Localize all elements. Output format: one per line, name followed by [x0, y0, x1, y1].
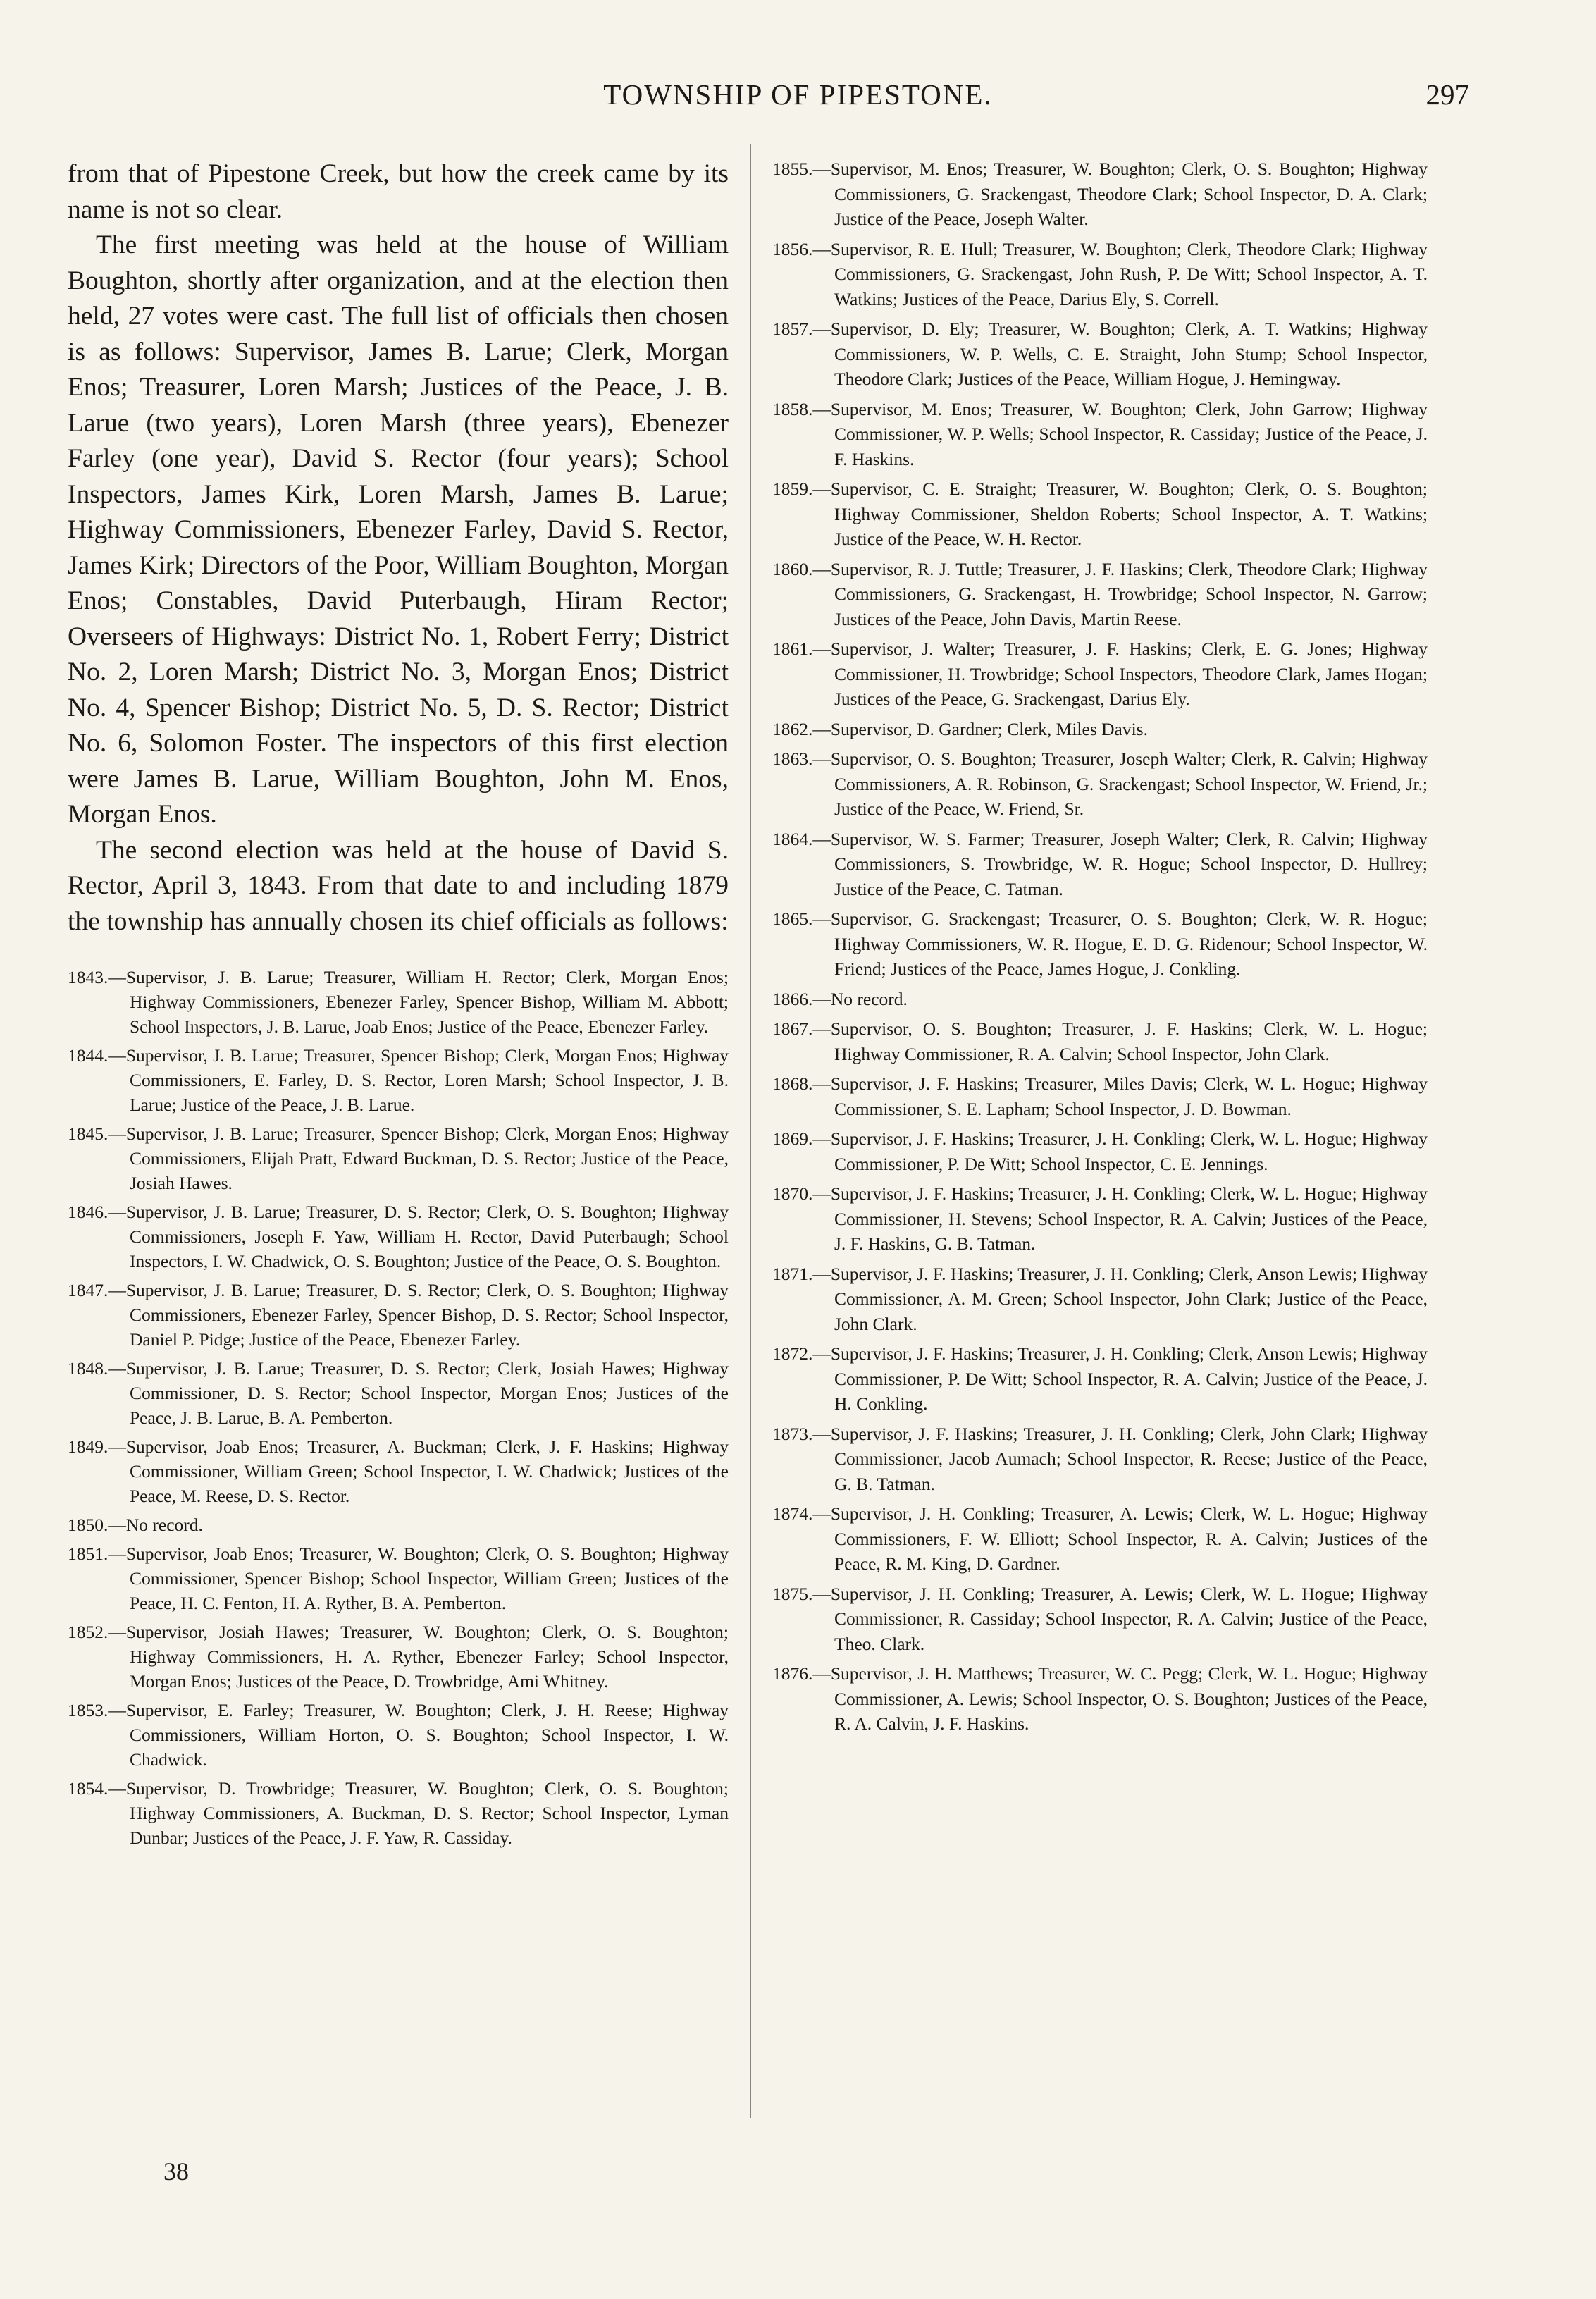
record-entry [772, 316, 1428, 392]
record-entry [68, 1512, 729, 1537]
record-text: —Supervisor, Josiah Hawes; Treasurer, W. Boughton; Clerk, O. S. Boughton; Highway Commissioners, H. A. Ryther, Ebenezer Farley; School Inspector, Morgan Enos; Justices of the Peace, D. Trowbridge, Ami Whitney. [108, 1622, 729, 1691]
record-text: —Supervisor, O. S. Boughton; Treasurer, J. F. Haskins; Clerk, W. L. Hogue; Highway Commissioner, R. A. Calvin; School Inspector, John Clark. [812, 1018, 1428, 1064]
right-column [772, 156, 1428, 1742]
record-year: 1843. [68, 967, 109, 987]
page-header [0, 78, 1596, 120]
record-entry [68, 1698, 729, 1772]
record-text: —Supervisor, J. F. Haskins; Treasurer, J. H. Conkling; Clerk, W. L. Hogue; Highway Commissioner, H. Stevens; School Inspector, R. A. Calvin; Justices of the Peace, J. F. Haskins, G. B. Tatman. [812, 1183, 1428, 1254]
record-entry [68, 965, 729, 1039]
record-year: 1859. [772, 479, 813, 499]
record-year: 1862. [772, 718, 813, 739]
record-year: 1872. [772, 1343, 813, 1364]
record-year: 1868. [772, 1073, 813, 1094]
record-year: 1845. [68, 1123, 109, 1144]
column-divider [750, 144, 751, 2118]
record-entry [772, 1071, 1428, 1121]
record-entry [772, 1501, 1428, 1577]
record-text: —Supervisor, J. B. Larue; Treasurer, D. S. Rector; Clerk, O. S. Boughton; Highway Commissioners, Ebenezer Farley, Spencer Bishop, D. S. Rector; School Inspector, Daniel P. Pidge; Justice of the Peace, Ebenezer Farley. [108, 1280, 729, 1350]
paragraph: The first meeting was held at the house of William Boughton, shortly after organization, and at the election then held, 27 votes were cast. The full list of officials then chosen is as follows: Supervisor, James B. Larue; Clerk, Morgan Enos; Treasurer, Loren Marsh; Justices of the Peace, J. B. Larue (two years), Loren Marsh (three years), Ebenezer Farley (one year), David S. Rector (four years); School Inspectors, James Kirk, Loren Marsh, James B. Larue; Highway Commissioners, Ebenezer Farley, David S. Rector, James Kirk; Directors of the Poor, William Boughton, Morgan Enos; Constables, David Puterbaugh, Hiram Rector; Overseers of Highways: District No. 1, Robert Ferry; District No. 2, Loren Marsh; District No. 3, Morgan Enos; District No. 4, Spencer Bishop; District No. 5, D. S. Rector; District No. 6, Solomon Foster. The inspectors of this first election were James B. Larue, William Boughton, John M. Enos, Morgan Enos. [68, 230, 729, 829]
record-year: 1860. [772, 558, 813, 579]
record-text: —Supervisor, J. F. Haskins; Treasurer, J. H. Conkling; Clerk, Anson Lewis; Highway Commissioner, A. M. Green; School Inspector, John Clark; Justice of the Peace, John Clark. [812, 1263, 1428, 1334]
record-text: —Supervisor, E. Farley; Treasurer, W. Boughton; Clerk, J. H. Reese; Highway Commissioners, William Horton, O. S. Boughton; School Inspector, I. W. Chadwick. [108, 1700, 729, 1770]
record-year: 1856. [772, 238, 813, 259]
record-year: 1870. [772, 1183, 813, 1204]
record-text: —Supervisor, R. E. Hull; Treasurer, W. Boughton; Clerk, Theodore Clark; Highway Commissioners, G. Srackengast, John Rush, P. De Witt; School Inspector, A. T. Watkins; Justices of the Peace, Darius Ely, S. Correll. [812, 238, 1428, 309]
record-text: —Supervisor, G. Srackengast; Treasurer, O. S. Boughton; Clerk, W. R. Hogue; Highway Commissioners, W. R. Hogue, E. D. G. Ridenour; School Inspector, W. Friend; Justices of the Peace, James Hogue, J. Conkling. [812, 908, 1428, 979]
record-year: 1854. [68, 1778, 109, 1799]
record-year: 1844. [68, 1045, 109, 1066]
record-entry [772, 1016, 1428, 1066]
record-year: 1850. [68, 1515, 109, 1535]
record-entry [772, 397, 1428, 472]
paragraph: The second election was held at the house of David S. Rector, April 3, 1843. From that date to and including 1879 the township has annually chosen its chief officials as follows: [68, 835, 729, 936]
record-entry [68, 1541, 729, 1615]
record-text: —Supervisor, D. Ely; Treasurer, W. Boughton; Clerk, A. T. Watkins; Highway Commissioners, W. P. Wells, C. E. Straight, John Stump; School Inspector, Theodore Clark; Justices of the Peace, William Hogue, J. Hemingway. [812, 319, 1428, 389]
record-year: 1864. [772, 828, 813, 849]
record-entry [772, 237, 1428, 312]
record-entry [68, 1278, 729, 1352]
record-entry [772, 827, 1428, 902]
record-entry [772, 1181, 1428, 1257]
officials-record-list [68, 965, 729, 1850]
record-text: —Supervisor, J. F. Haskins; Treasurer, Miles Davis; Clerk, W. L. Hogue; Highway Commissioner, S. E. Lapham; School Inspector, J. D. Bowman. [812, 1073, 1428, 1119]
record-year: 1853. [68, 1700, 109, 1720]
record-entry [68, 1434, 729, 1508]
record-year: 1861. [772, 639, 813, 659]
record-year: 1876. [772, 1663, 813, 1684]
record-entry [772, 717, 1428, 742]
record-entry [772, 746, 1428, 822]
record-year: 1875. [772, 1583, 813, 1604]
record-text: —Supervisor, M. Enos; Treasurer, W. Boughton; Clerk, John Garrow; Highway Commissioner, W. P. Wells; School Inspector, R. Cassiday; Justice of the Peace, J. F. Haskins. [812, 398, 1428, 469]
record-entry [68, 1356, 729, 1430]
record-year: 1855. [772, 159, 813, 179]
record-text: —Supervisor, J. F. Haskins; Treasurer, J. H. Conkling; Clerk, John Clark; Highway Commissioner, Jacob Aumach; School Inspector, R. Reese; Justice of the Peace, G. B. Tatman. [812, 1423, 1428, 1494]
record-text: —Supervisor, J. H. Matthews; Treasurer, W. C. Pegg; Clerk, W. L. Hogue; Highway Commissioner, A. Lewis; School Inspector, O. S. Boughton; Justices of the Peace, R. A. Calvin, J. F. Haskins. [812, 1663, 1428, 1734]
record-text: —Supervisor, J. H. Conkling; Treasurer, A. Lewis; Clerk, W. L. Hogue; Highway Commissioners, F. W. Elliott; School Inspector, R. A. Calvin; Justices of the Peace, R. M. King, D. Gardner. [812, 1503, 1428, 1574]
record-entry [68, 1200, 729, 1274]
running-title: TOWNSHIP OF PIPESTONE. [603, 78, 993, 111]
record-year: 1851. [68, 1543, 109, 1564]
record-year: 1849. [68, 1436, 109, 1457]
record-year: 1866. [772, 988, 813, 1009]
record-text: —Supervisor, M. Enos; Treasurer, W. Boughton; Clerk, O. S. Boughton; Highway Commissioners, G. Srackengast, Theodore Clark; School Inspector, D. A. Clark; Justice of the Peace, Joseph Walter. [812, 159, 1428, 229]
paragraph: from that of Pipestone Creek, but how the creek came by its name is not so clear. [68, 159, 729, 224]
record-year: 1873. [772, 1423, 813, 1444]
record-entry [772, 1422, 1428, 1497]
record-text: —Supervisor, J. B. Larue; Treasurer, D. S. Rector; Clerk, Josiah Hawes; Highway Commissioner, D. S. Rector; School Inspector, Morgan Enos; Justices of the Peace, J. B. Larue, B. A. Pemberton. [108, 1358, 729, 1428]
record-entry [772, 987, 1428, 1012]
record-year: 1867. [772, 1018, 813, 1039]
record-year: 1847. [68, 1280, 109, 1300]
record-text: —Supervisor, Joab Enos; Treasurer, A. Buckman; Clerk, J. F. Haskins; Highway Commissioner, William Green; School Inspector, I. W. Chadwick; Justices of the Peace, M. Reese, D. S. Rector. [108, 1436, 729, 1506]
record-entry [772, 1341, 1428, 1417]
record-year: 1874. [772, 1503, 813, 1524]
signature-mark: 38 [163, 2157, 189, 2186]
record-text: —No record. [812, 988, 908, 1009]
record-text: —Supervisor, J. F. Haskins; Treasurer, J. H. Conkling; Clerk, Anson Lewis; Highway Commissioner, P. De Witt; School Inspector, R. A. Calvin; Justice of the Peace, J. H. Conkling. [812, 1343, 1428, 1414]
record-entry [772, 476, 1428, 552]
record-text: —Supervisor, D. Trowbridge; Treasurer, W. Boughton; Clerk, O. S. Boughton; Highway Commissioners, A. Buckman, D. S. Rector; School Inspector, Lyman Dunbar; Justices of the Peace, J. F. Yaw, R. Cassiday. [108, 1778, 729, 1848]
record-text: —Supervisor, J. Walter; Treasurer, J. F. Haskins; Clerk, E. G. Jones; Highway Commissioner, H. Trowbridge; School Inspectors, Theodore Clark, James Hogan; Justices of the Peace, G. Srackengast, Darius Ely. [812, 639, 1428, 709]
record-entry [772, 557, 1428, 632]
record-year: 1865. [772, 908, 813, 929]
record-text: —Supervisor, J. B. Larue; Treasurer, William H. Rector; Clerk, Morgan Enos; Highway Commissioners, Ebenezer Farley, Spencer Bishop, William M. Abbott; School Inspectors, J. B. Larue, Joab Enos; Justice of the Peace, Ebenezer Farley. [108, 967, 729, 1037]
record-year: 1869. [772, 1128, 813, 1149]
record-entry [772, 1582, 1428, 1657]
record-entry [68, 1043, 729, 1117]
record-text: —Supervisor, J. B. Larue; Treasurer, D. S. Rector; Clerk, O. S. Boughton; Highway Commissioners, Joseph F. Yaw, William H. Rector, David Puterbaugh; School Inspectors, I. W. Chadwick, O. S. Boughton; Justice of the Peace, O. S. Boughton. [108, 1202, 729, 1271]
left-column [68, 156, 729, 1854]
record-text: —Supervisor, Joab Enos; Treasurer, W. Boughton; Clerk, O. S. Boughton; Highway Commissioner, Spencer Bishop; School Inspector, William Green; Justices of the Peace, H. C. Fenton, H. A. Ryther, B. A. Pemberton. [108, 1543, 729, 1613]
record-year: 1852. [68, 1622, 109, 1642]
record-year: 1863. [772, 748, 813, 769]
record-text: —Supervisor, J. B. Larue; Treasurer, Spencer Bishop; Clerk, Morgan Enos; Highway Commissioners, E. Farley, D. S. Rector, Loren Marsh; School Inspector, J. B. Larue; Justice of the Peace, J. B. Larue. [108, 1045, 729, 1115]
record-entry [772, 156, 1428, 232]
record-year: 1846. [68, 1202, 109, 1222]
record-entry [772, 1126, 1428, 1176]
record-year: 1858. [772, 398, 813, 419]
record-entry [68, 1620, 729, 1694]
record-text: —Supervisor, J. B. Larue; Treasurer, Spencer Bishop; Clerk, Morgan Enos; Highway Commissioners, Elijah Pratt, Edward Buckman, D. S. Rector; Justice of the Peace, Josiah Hawes. [108, 1123, 729, 1193]
record-text: —Supervisor, O. S. Boughton; Treasurer, Joseph Walter; Clerk, R. Calvin; Highway Commissioners, A. R. Robinson, G. Srackengast; School Inspector, W. Friend, Jr.; Justice of the Peace, W. Friend, Sr. [812, 748, 1428, 819]
record-text: —Supervisor, J. H. Conkling; Treasurer, A. Lewis; Clerk, W. L. Hogue; Highway Commissioner, R. Cassiday; School Inspector, R. A. Calvin; Justice of the Peace, Theo. Clark. [812, 1583, 1428, 1654]
record-year: 1871. [772, 1263, 813, 1284]
record-text: —Supervisor, R. J. Tuttle; Treasurer, J. F. Haskins; Clerk, Theodore Clark; Highway Commissioners, G. Srackengast, H. Trowbridge; School Inspector, N. Garrow; Justices of the Peace, John Davis, Martin Reese. [812, 558, 1428, 629]
record-entry [772, 1262, 1428, 1337]
record-entry [772, 1661, 1428, 1737]
record-entry [68, 1776, 729, 1850]
record-entry [68, 1121, 729, 1195]
record-text: —Supervisor, C. E. Straight; Treasurer, W. Boughton; Clerk, O. S. Boughton; Highway Commissioner, Sheldon Roberts; School Inspector, A. T. Watkins; Justice of the Peace, W. H. Rector. [812, 479, 1428, 549]
record-text: —Supervisor, W. S. Farmer; Treasurer, Joseph Walter; Clerk, R. Calvin; Highway Commissioners, S. Trowbridge, W. R. Hogue; School Inspector, D. Hullrey; Justice of the Peace, C. Tatman. [812, 828, 1428, 899]
record-entry [772, 906, 1428, 982]
record-year: 1857. [772, 319, 813, 339]
record-text: —Supervisor, D. Gardner; Clerk, Miles Davis. [812, 718, 1148, 739]
record-entry [772, 636, 1428, 712]
page-number: 297 [1425, 78, 1469, 111]
record-year: 1848. [68, 1358, 109, 1379]
record-text: —Supervisor, J. F. Haskins; Treasurer, J. H. Conkling; Clerk, W. L. Hogue; Highway Commissioner, P. De Witt; School Inspector, C. E. Jennings. [812, 1128, 1428, 1174]
record-text: —No record. [108, 1515, 203, 1535]
